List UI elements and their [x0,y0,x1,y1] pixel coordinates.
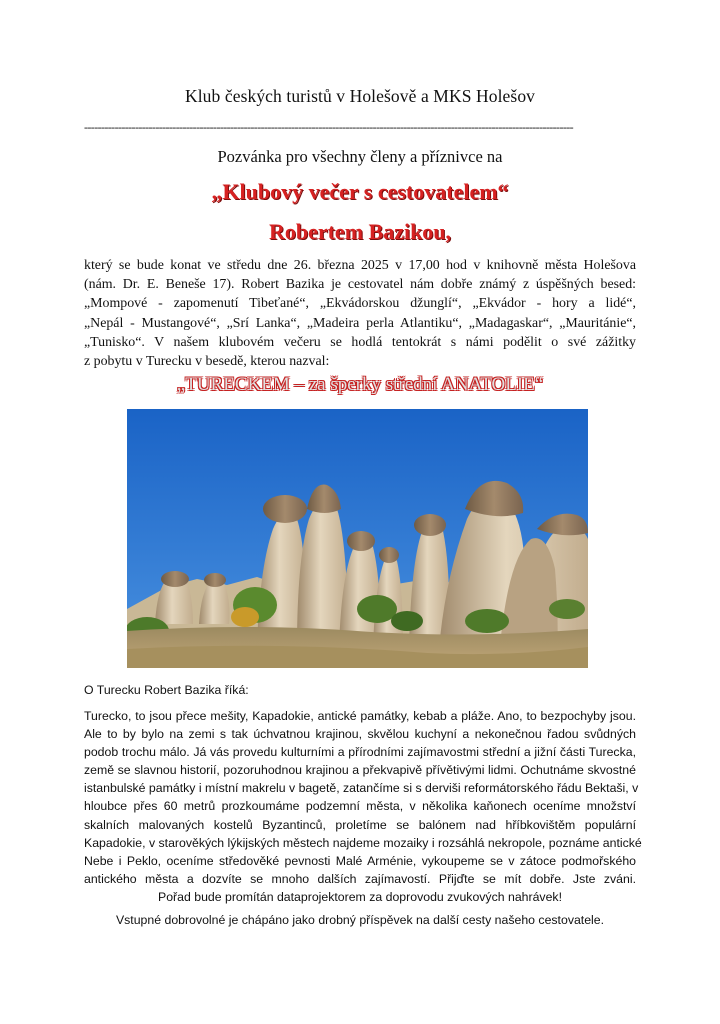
quote-heading: O Turecku Robert Bazika říká: [84,683,249,697]
quote-line: istanbulské památky i místní makrelu v bagetě, zatančíme si s derviši reformátorského řádu Bektaši, v [84,781,639,796]
intro-line: z pobytu v Turecku v besedě, kterou nazval: [84,354,330,370]
intro-paragraph [84,256,636,371]
cappadocia-photo [127,409,588,668]
header-divider: ------------------------------------------------------------------------------------------------------------------------------------------------ [84,121,574,133]
quote-line: Ale to by bylo na zemi s tak úchvatnou krajinou, skvělou kuchyní a nekonečnou řadou svůdných [84,727,636,742]
quote-line: země se slavnou historií, pozoruhodnou krajinou a překvapivě přívětivými lidmi. Ochutnáme skvostné [84,763,636,778]
club-header: Klub českých turistů v Holešově a MKS Holešov [184,86,536,106]
quote-line: Kapadokie, v starověkých lýkijských městech najdeme mozaiky i rozsáhlá nekropole, poznáme antické [84,835,642,850]
intro-line: „Tunisko“. V našem klubovém večeru se hodlá tentokrát s námi podělit o své zážitky [84,334,636,350]
projection-note: Pořad bude promítán dataprojektorem za doprovodu zvukových nahrávek! [158,889,562,904]
lecture-title: „TURECKEM – za šperky střední ANATOLIE“ [176,374,544,395]
intro-line: který se bude konat ve středu dne 26. března 2025 v 17,00 hod v knihovně města Holešova [84,258,636,273]
invitation-line: Pozvánka pro všechny členy a příznivce na [217,147,503,166]
quote-line: skalních malovaných kostelů Byzantinců, proletíme se balónem nad hříbkovištěm populární [84,817,636,832]
speaker-name: Robertem Bazikou, [268,219,452,244]
intro-line: „Mompové - zapomenutí Tibeťané“, „Ekvádorskou džunglí“, „Ekvádor - hory a lidé“, [84,296,636,312]
entry-fee-note: Vstupné dobrovolné je chápáno jako drobný příspěvek na další cesty našeho cestovatele. [115,913,605,927]
landscape-illustration [127,409,588,668]
quote-line: podob trochu málo. Já vás provedu kulturními a přírodními zajímavostmi střední a jižní části Turecka, [84,745,636,760]
quote-paragraph [84,707,642,906]
quote-line: Turecko, to jsou přece mešity, Kapadokie, antické památky, kebab a pláže. Ano, to bezpochyby jsou. [84,709,636,723]
quote-last-line: antického města a dozvíte se mnoho dalších zajímavostí. Přijďte se mít dobře. Jste zváni. [84,871,636,886]
intro-line: (nám. Dr. E. Beneše 17). Robert Bazika je cestovatel nám dobře známý z úspěšných besed: [84,277,636,293]
quote-line: hloubce přes 60 metrů prozkoumáme podzemní města, v několika kaňonech oceníme množství [84,799,636,814]
intro-line: „Nepál - Mustangové“, „Srí Lanka“, „Madeira perla Atlantiku“, „Madagaskar“, „Mauritánie“, [84,315,636,331]
quote-line: Nebe i Peklo, oceníme středověké pevnosti Malé Arménie, vykoupeme se v zátoce podmořského [84,853,636,868]
event-title: „Klubový večer s cestovatelem“ [211,179,509,204]
